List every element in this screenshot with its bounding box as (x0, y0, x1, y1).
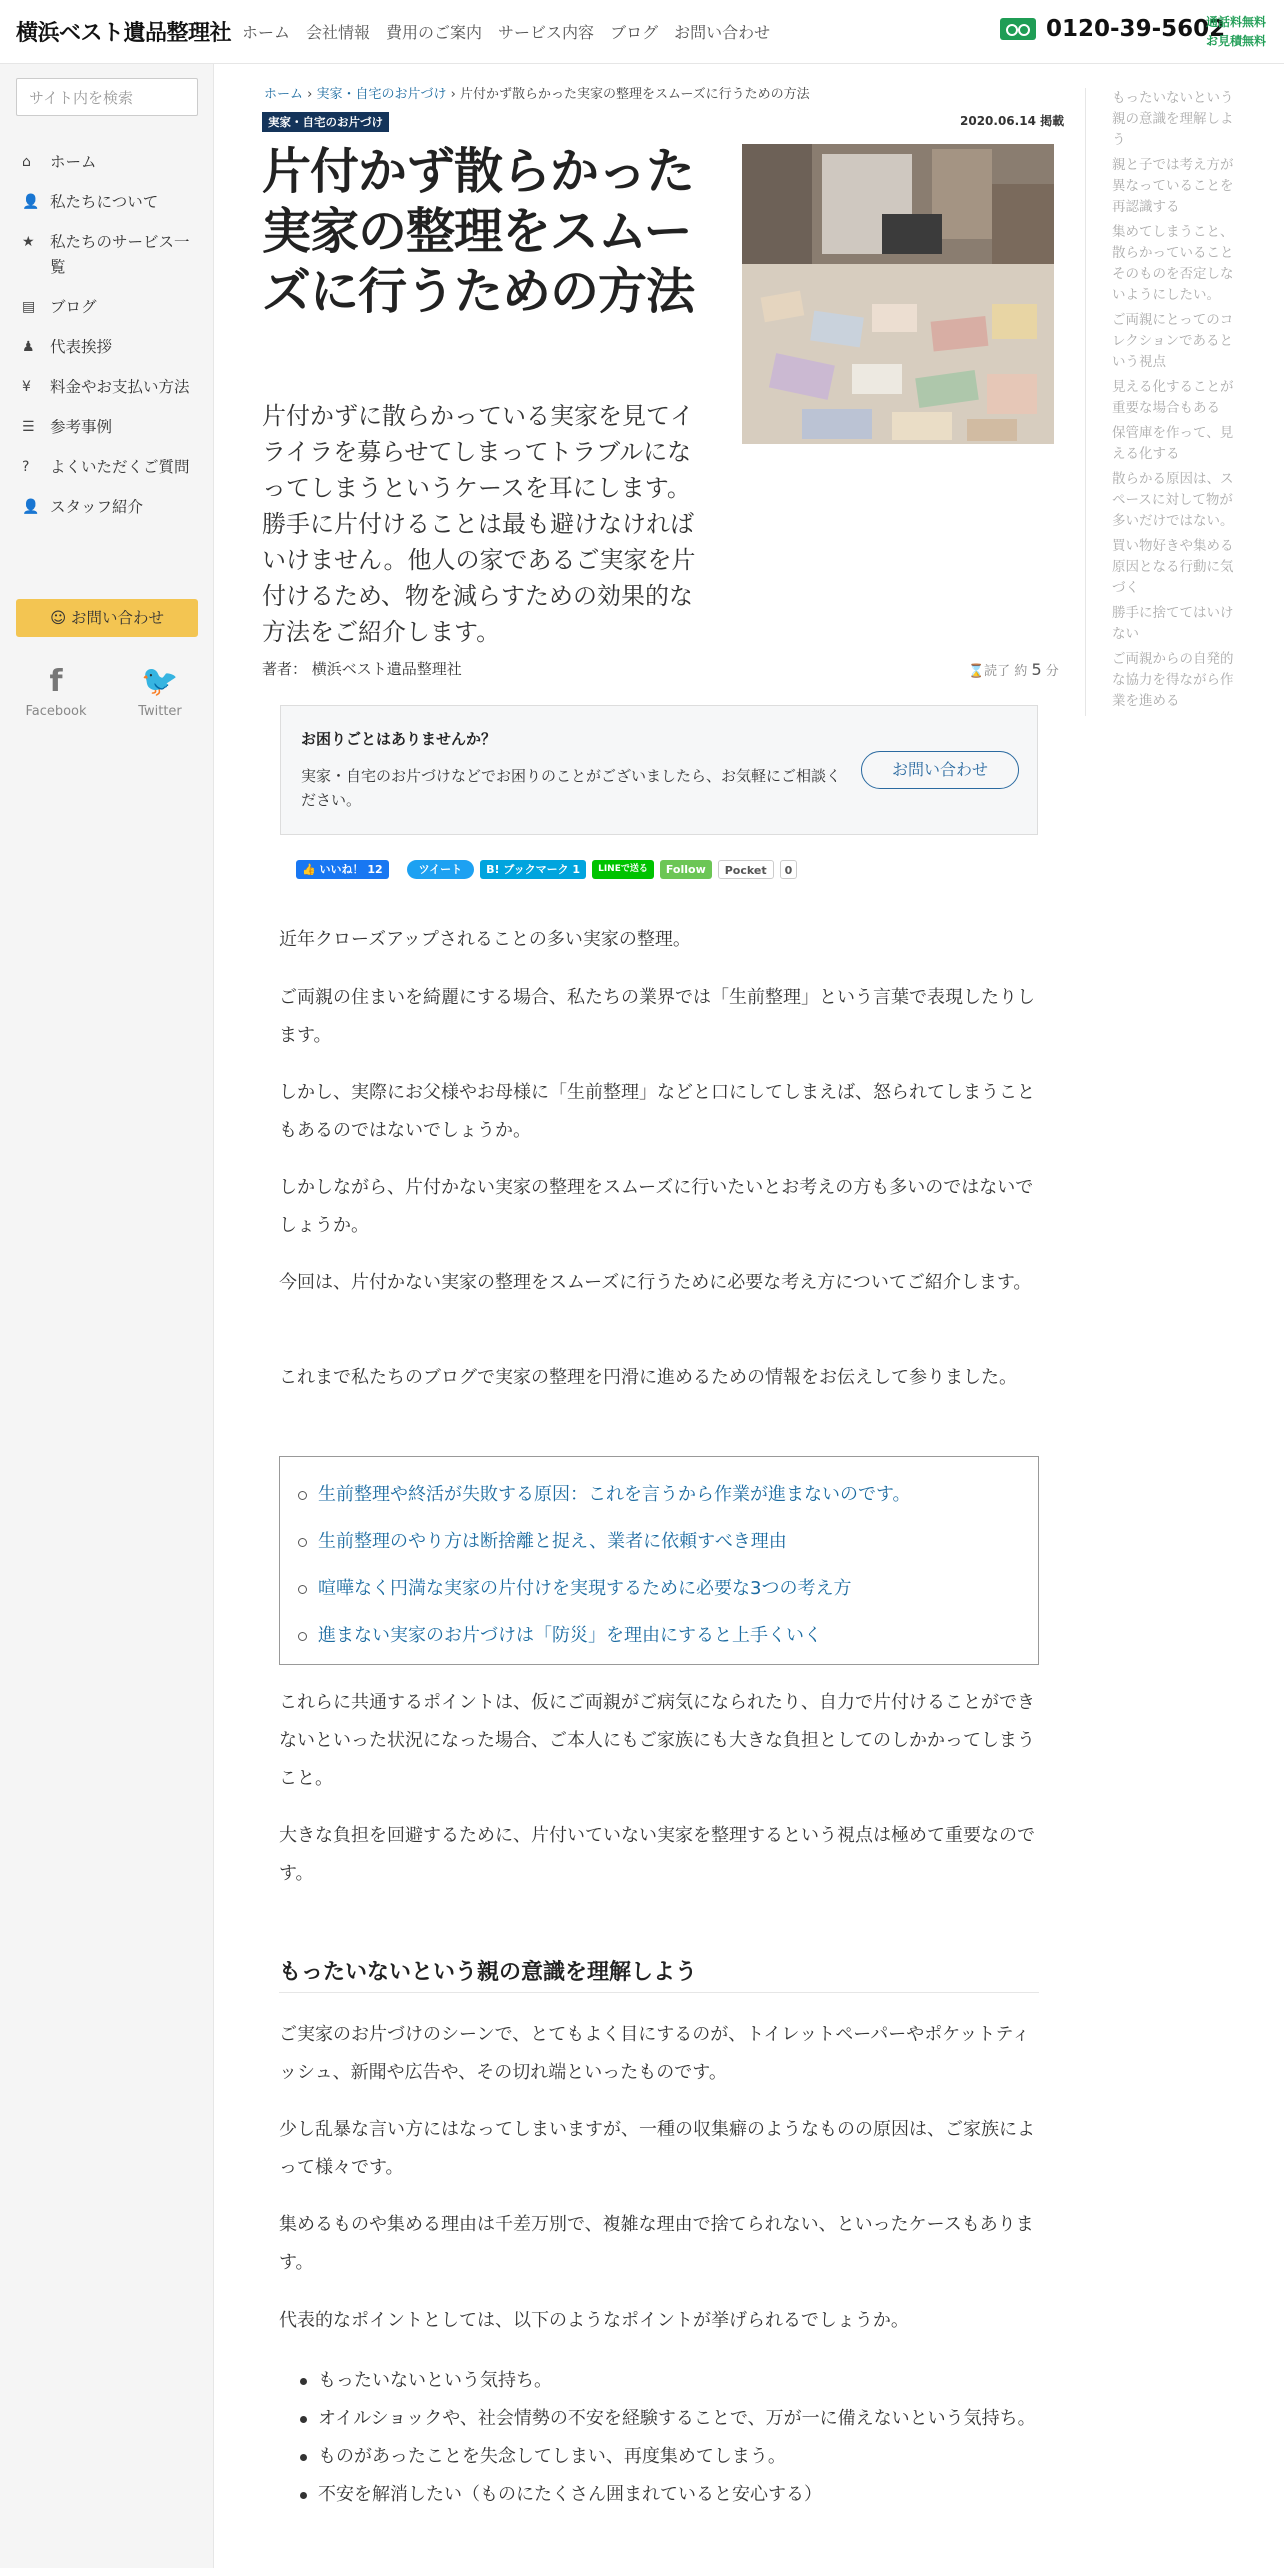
star-icon: ★ (22, 234, 35, 250)
toc-item[interactable]: 勝手に捨ててはいけない (1112, 605, 1234, 642)
sidebar-item-label: スタッフ紹介 (50, 498, 144, 516)
hatena-button[interactable]: B! ブックマーク 1 (480, 860, 586, 879)
toc-item[interactable]: ご両親にとってのコレクションであるという視点 (1112, 312, 1234, 370)
help-box (280, 705, 1038, 835)
feedly-button[interactable]: Follow (660, 860, 712, 879)
phone-block[interactable] (1000, 16, 1225, 42)
table-of-contents (1085, 88, 1245, 716)
twitter-link[interactable] (110, 664, 210, 719)
smile-icon: ☺ (49, 609, 72, 627)
facebook-link[interactable] (6, 664, 106, 719)
nav-contact[interactable]: お問い合わせ (674, 23, 771, 42)
share-buttons (296, 860, 797, 879)
read-time (968, 660, 1059, 679)
sidebar-item-label: ホーム (50, 153, 97, 171)
toc-item[interactable]: 買い物好きや集める原因となる行動に気づく (1112, 538, 1234, 596)
phone-number[interactable]: 0120-39-5602 (1046, 16, 1226, 42)
line-button[interactable]: LINEで送る (592, 860, 654, 879)
sidebar-item-pricing[interactable] (22, 375, 202, 400)
paragraph: ご両親の住まいを綺麗にする場合、私たちの業界では「生前整理」という言葉で表現したりします。 (279, 987, 1035, 1046)
sidebar-item-about[interactable] (22, 190, 202, 215)
global-nav (242, 20, 786, 43)
toc-item[interactable]: 見える化することが重要な場合もある (1112, 379, 1234, 416)
site-logo[interactable]: 横浜ベスト遺品整理社 (16, 21, 232, 46)
related-link[interactable]: 喧嘩なく円満な実家の片付けを実現するために必要な3つの考え方 (318, 1565, 1038, 1612)
person-icon: ♟ (22, 339, 35, 355)
sidebar-item-greeting[interactable] (22, 335, 202, 360)
sidebar-item-cases[interactable] (22, 415, 202, 440)
list-item: もったいないという気持ち。 (300, 2362, 1040, 2400)
related-links-box (279, 1456, 1039, 1665)
breadcrumb-category[interactable]: 実家・自宅のお片づけ (316, 87, 447, 102)
free-estimate-text: お見積無料 (1206, 34, 1267, 48)
yen-icon: ¥ (22, 379, 31, 395)
paragraph: 近年クローズアップされることの多い実家の整理。 (279, 929, 691, 950)
facebook-label: Facebook (25, 704, 87, 719)
free-call-text: 通話料無料 (1206, 15, 1267, 29)
list-item: ものがあったことを失念してしまい、再度集めてしまう。 (300, 2438, 1040, 2476)
question-icon: ? (22, 459, 30, 475)
list-icon: ☰ (22, 419, 35, 435)
article-lead: 片付かずに散らかっている実家を見てイライラを募らせてしまってトラブルになってしまうというケースを耳にします。勝手に片付けることは最も避けなければいけません。他人の家であるご実家を片付けるため、物を減らすための効果的な方法をご紹介します。 (262, 402, 696, 646)
sidebar-item-services[interactable] (22, 230, 202, 280)
nav-home[interactable]: ホーム (242, 23, 291, 42)
hero-image (742, 144, 1054, 444)
sidebar-contact-button[interactable] (16, 599, 198, 637)
sidebar-item-label: 参考事例 (50, 418, 113, 436)
facebook-icon: f (49, 664, 63, 699)
paragraph: 大きな負担を回避するために、片付いていない実家を整理するという視点は極めて重要なのです。 (279, 1825, 1035, 1884)
sidebar-item-label: 代表挨拶 (50, 338, 113, 356)
nav-services[interactable]: サービス内容 (498, 23, 595, 42)
list-item: オイルショックや、社会情勢の不安を経験することで、万が一に備えないという気持ち。 (300, 2400, 1040, 2438)
sidebar-item-blog[interactable] (22, 295, 202, 320)
search-input[interactable]: サイト内を検索 (16, 78, 198, 116)
paragraph: ご実家のお片づけのシーンで、とてもよく目にするのが、トイレットペーパーやポケットティッシュ、新聞や広告や、その切れ端といったものです。 (279, 2024, 1030, 2083)
toc-item[interactable]: ご両親からの自発的な協力を得ながら作業を進める (1112, 651, 1234, 709)
pocket-button[interactable]: Pocket (718, 860, 774, 879)
contact-label: お問い合わせ (71, 609, 165, 627)
bullet-list (300, 2362, 1040, 2514)
sidebar-nav (22, 150, 202, 535)
sidebar-item-home[interactable] (22, 150, 202, 175)
nav-company[interactable]: 会社情報 (306, 23, 371, 42)
help-text: 実家・自宅のお片づけなどでお困りのことがございましたら、お気軽にご相談ください。 (301, 767, 842, 809)
nav-fees[interactable]: 費用のご案内 (386, 23, 483, 42)
section-heading: もったいないという親の意識を理解しよう (279, 1955, 1039, 1993)
site-header (0, 0, 1284, 64)
paragraph: これまで私たちのブログで実家の整理を円滑に進めるための情報をお伝えして参りました。 (279, 1367, 1017, 1388)
facebook-like-button[interactable]: 👍 いいね！ 12 (296, 860, 389, 879)
sidebar-item-label: ブログ (50, 298, 97, 316)
toc-item[interactable]: 散らかる原因は、スペースに対して物が多いだけではない。 (1112, 471, 1234, 529)
breadcrumb: ホーム › 実家・自宅のお片づけ › 片付かず散らかった実家の整理をスムーズに行うための方法 (264, 87, 810, 102)
sidebar-item-label: よくいただくご質問 (50, 458, 190, 476)
breadcrumb-current: 片付かず散らかった実家の整理をスムーズに行うための方法 (459, 87, 810, 102)
toc-item[interactable]: 集めてしまうこと、散らかっていることそのものを否定しないようにしたい。 (1112, 224, 1234, 303)
left-sidebar (0, 64, 214, 2568)
paragraph: 代表的なポイントとしては、以下のようなポイントが挙げられるでしょうか。 (279, 2310, 909, 2331)
toc-item[interactable]: 保管庫を作って、見える化する (1112, 425, 1234, 462)
related-link[interactable]: 進まない実家のお片づけは「防災」を理由にすると上手くいく (318, 1612, 1038, 1659)
read-time-suffix: 分 (1045, 664, 1059, 679)
help-title: お困りごとはありませんか？ (301, 730, 497, 748)
free-badges (1206, 13, 1266, 51)
related-link[interactable]: 生前整理や終活が失敗する原因：これを言うから作業が進まないのです。 (318, 1471, 1038, 1518)
blog-icon: ▤ (22, 299, 36, 315)
sidebar-item-label: 料金やお支払い方法 (50, 378, 190, 396)
toc-item[interactable]: もったいないという親の意識を理解しよう (1112, 90, 1234, 148)
pocket-count: 0 (780, 860, 798, 879)
sidebar-item-label: 私たちのサービス一覧 (50, 233, 190, 276)
sidebar-item-staff[interactable] (22, 495, 202, 520)
paragraph: 集めるものや集める理由は千差万別で、複雑な理由で捨てられない、といったケースもあります。 (279, 2214, 1034, 2273)
paragraph: しかしながら、片付かない実家の整理をスムーズに行いたいとお考えの方も多いのではないでしょうか。 (279, 1177, 1034, 1236)
paragraph: これらに共通するポイントは、仮にご両親がご病気になられたり、自力で片付けることができないといった状況になった場合、ご本人にもご家族にも大きな負担としてのしかかってしまうこと。 (279, 1692, 1035, 1789)
category-badge[interactable]: 実家・自宅のお片づけ (262, 112, 389, 132)
cluttered-room-image (742, 144, 1054, 444)
related-link[interactable]: 生前整理のやり方は断捨離と捉え、業者に依頼すべき理由 (318, 1518, 1038, 1565)
paragraph: 少し乱暴な言い方にはなってしまいますが、一種の収集癖のようなものの原因は、ご家族によって様々です。 (279, 2119, 1035, 2178)
twitter-label: Twitter (138, 704, 182, 719)
read-time-prefix: ⌛読了 約 (968, 664, 1028, 679)
breadcrumb-home[interactable]: ホーム (264, 87, 304, 102)
sidebar-item-faq[interactable] (22, 455, 202, 480)
tweet-button[interactable]: ツイート (407, 860, 474, 879)
list-item: 不安を解消したい（ものにたくさん囲まれていると安心する） (300, 2476, 1040, 2514)
freedial-icon (1000, 18, 1036, 40)
page-title: 片付かず散らかった実家の整理をスムーズに行うための方法 (262, 143, 695, 320)
paragraph: 今回は、片付かない実家の整理をスムーズに行うために必要な考え方についてご紹介します。 (279, 1272, 1032, 1293)
post-date: 2020.06.14 掲載 (960, 114, 1065, 128)
staff-icon: 👤 (22, 499, 40, 515)
paragraph: しかし、実際にお父様やお母様に「生前整理」などと口にしてしまえば、怒られてしまうこともあるのではないでしょうか。 (279, 1082, 1035, 1141)
twitter-icon: 🐦 (141, 664, 179, 699)
user-icon: 👤 (22, 194, 40, 210)
nav-blog[interactable]: ブログ (610, 23, 659, 42)
sidebar-item-label: 私たちについて (50, 193, 159, 211)
toc-item[interactable]: 親と子では考え方が異なっていることを再認識する (1112, 157, 1234, 215)
read-time-number: 5 (1031, 660, 1042, 679)
home-icon: ⌂ (22, 154, 31, 170)
help-contact-button[interactable]: お問い合わせ (861, 751, 1019, 789)
author-line: 著者： 横浜ベスト遺品整理社 (262, 660, 462, 678)
